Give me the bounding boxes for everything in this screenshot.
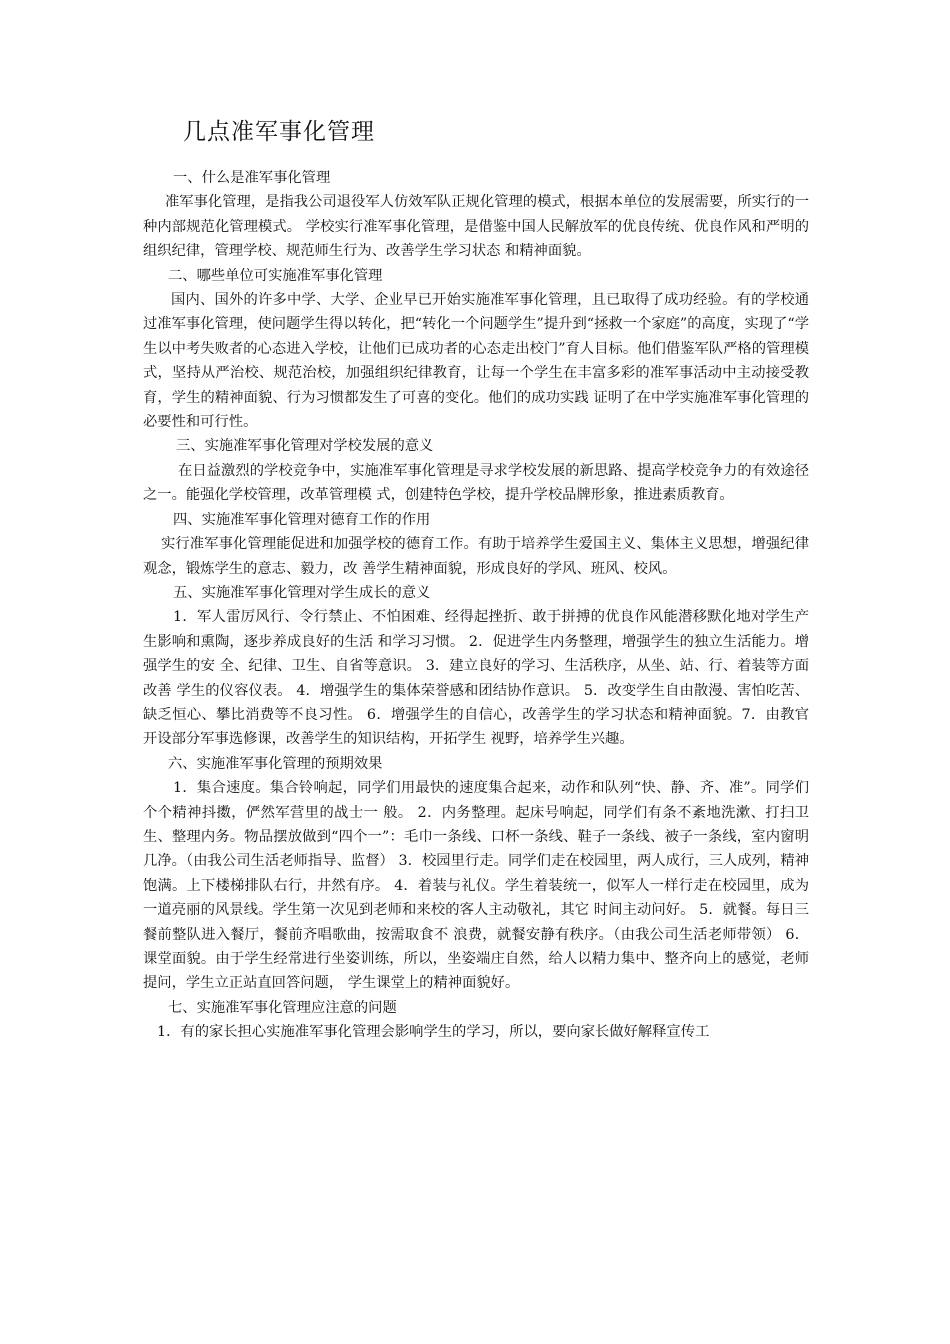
section-3-heading: 三、实施准军事化管理对学校发展的意义 [176, 438, 434, 455]
section-7-heading: 七、实施准军事化管理应注意的问题 [168, 999, 397, 1016]
section-1-paragraph: 准军事化管理，是指我公司退役军人仿效军队正规化管理的模式，根据本单位的发展需要，所实行的一种内部规范化管理模式。 学校实行准军事化管理，是借鉴中国人民解放军的优良传统、优良作风和严明的组织纪律，管理学校、规范师生行为、改善学生学习状态 和精神面貌。 [143, 194, 809, 260]
section-6-heading: 六、实施准军事化管理的预期效果 [168, 755, 383, 772]
document-title: 几点准军事化管理 [183, 119, 375, 145]
section-2-paragraph: 国内、国外的许多中学、大学、企业早已开始实施准军事化管理，且已取得了成功经验。有的学校通过准军事化管理，使问题学生得以转化，把“转化一个问题学生”提升到“拯救一个家庭”的高度，实现了“学生以中考失败者的心态进入学校，让他们已成功者的心态走出校门”育人目标。他们借鉴军队严格的管理模式，坚持从严治校、规范治校，加强组织纪律教育，让每一个学生在丰富多彩的准军事活动中主动接受教育，学生的精神面貌、行为习惯都发生了可喜的变化。他们的成功实践 证明了在中学实施准军事化管理的必要性和可行性。 [143, 292, 809, 431]
section-3-paragraph: 在日益激烈的学校竞争中，实施准军事化管理是寻求学校发展的新思路、提高学校竞争力的有效途径之一。能强化学校管理，改革管理模 式，创建特色学校，提升学校品牌形象，推进素质教育。 [143, 462, 809, 504]
section-1-heading: 一、什么是准军事化管理 [173, 170, 331, 186]
section-4-heading: 四、实施准军事化管理对德育工作的作用 [173, 511, 431, 528]
document-body [143, 166, 809, 1045]
section-6-paragraph: 1．集合速度。集合铃响起，同学们用最快的速度集合起来，动作和队列“快、静、齐、准”。同学们个个精神抖擞，俨然军营里的战士一 般。 2．内务整理。起床号响起，同学们有条不紊地洗漱、打扫卫生、整理内务。物品摆放做到“四个一”：毛巾一条线、口杯一条线、鞋子一条线、被子一条线，室内窗明几净。（由我公司生活老师指导、监督） 3．校园里行走。同学们走在校园里，两人成行，三人成列，精神 饱满。上下楼梯排队右行，井然有序。 4．着装与礼仪。学生着装统一，似军人一样行走在校园里，成为一道亮丽的风景线。学生第一次见到老师和来校的客人主动敬礼，其它 时间主动问好。 5．就餐。每日三餐前整队进入餐厅，餐前齐唱歌曲，按需取食不 浪费，就餐安静有秩序。（由我公司生活老师带领） 6．课堂面貌。由于学生经常进行坐姿训练，所以，坐姿端庄自然，给人以精力集中、整齐向上的感觉，老师提问，学生立正站直回答问题， 学生课堂上的精神面貌好。 [143, 780, 809, 992]
section-5-paragraph: 1．军人雷厉风行、令行禁止、不怕困难、经得起挫折、敢于拼搏的优良作风能潜移默化地对学生产生影响和熏陶，逐步养成良好的生活 和学习习惯。 2．促进学生内务整理，增强学生的独立生活能力。增强学生的安 全、纪律、卫生、自省等意识。 3．建立良好的学习、生活秩序，从坐、站、行、着装等方面改善 学生的仪容仪表。 4．增强学生的集体荣誉感和团结协作意识。 5．改变学生自由散漫、害怕吃苦、缺乏恒心、攀比消费等不良习性。 6．增强学生的自信心，改善学生的学习状态和精神面貌。7．由教官开设部分军事选修课，改善学生的知识结构，开拓学生 视野，培养学生兴趣。 [143, 609, 809, 748]
section-7-paragraph: 1．有的家长担心实施准军事化管理会影响学生的学习，所以，要向家长做好解释宣传工 [157, 1024, 710, 1041]
section-5-heading: 五、实施准军事化管理对学生成长的意义 [173, 584, 431, 601]
section-2-heading: 二、哪些单位可实施准军事化管理 [168, 267, 383, 284]
section-4-paragraph: 实行准军事化管理能促进和加强学校的德育工作。有助于培养学生爱国主义、集体主义思想，增强纪律观念，锻炼学生的意志、毅力，改 善学生精神面貌，形成良好的学风、班风、校风。 [143, 536, 809, 577]
